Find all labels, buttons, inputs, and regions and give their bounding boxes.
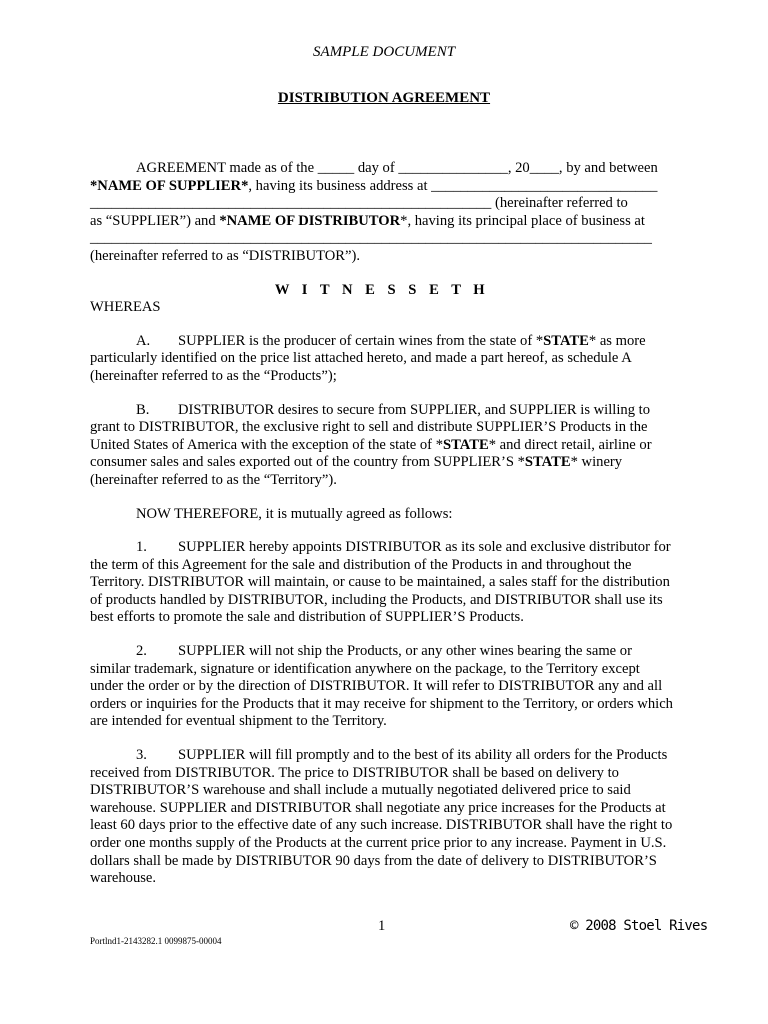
recital-b-text-1: DISTRIBUTOR desires to secure from SUPPLIER, and SUPPLIER is willing to grant to DISTRIBUTOR, the exclusive right to sell and distribute SUPPLIER’S Products in the United States of America with the exception of the state of * (90, 401, 650, 453)
recital-b (90, 402, 674, 490)
clause-number: 1. (136, 539, 147, 556)
intro-paragraph (90, 160, 674, 266)
copyright-notice: © 2008 Stoel Rives (570, 918, 708, 934)
clause-number: 2. (136, 643, 147, 660)
state-placeholder: STATE (524, 454, 571, 471)
page-number: 1 (378, 918, 386, 934)
recital-b-label: B. (136, 401, 150, 418)
state-placeholder: STATE (443, 436, 489, 453)
document-title-text: DISTRIBUTION AGREEMENT (277, 90, 491, 106)
clause-text: SUPPLIER will fill promptly and to the best of its ability all orders for the Products received from DISTRIBUTOR. The price to DISTRIBUTOR shall be based on delivery to DISTRIBUTOR’S warehouse and shall include a mutually negotiated delivered price to said warehouse. SUPPLIER and DISTRIBUTOR shall negotiate any price increases for the Products at least 60 days prior to the effective date of any such increase. DISTRIBUTOR shall have the right to order one months supply of the Products at the current price prior to any increase. Payment in U.S. dollars shall be made by DISTRIBUTOR 90 days from the date of delivery to DISTRIBUTOR’S warehouse. (90, 747, 673, 887)
distributor-name-placeholder: *NAME OF DISTRIBUTOR (219, 212, 401, 229)
document-body (90, 160, 674, 904)
clause-text: SUPPLIER hereby appoints DISTRIBUTOR as its sole and exclusive distributor for the term of this Agreement for the sale and distribution of the Products in and throughout the Territory. DISTRIBUTOR will maintain, or cause to be maintained, a sales staff for the distribution of products handled by DISTRIBUTOR, including the Products, and DISTRIBUTOR shall use its best efforts to promote the sale and distribution of SUPPLIER’S Products. (90, 539, 671, 626)
state-placeholder: STATE (543, 332, 589, 349)
recital-a-text-post: * as more particularly identified on the price list attached hereto, and made a part hereof, as schedule A (hereinafter referred to as the “Products”); (90, 332, 646, 384)
intro-line-4-rest: *, having its principal place of business at (400, 212, 645, 229)
clause-2 (90, 643, 674, 731)
clause-number: 3. (136, 747, 147, 764)
recital-b-text-2: * and direct retail, airline or consumer sales and sales exported out of the country from SUPPLIER’S * (90, 436, 652, 471)
document-id: Portlnd1-2143282.1 0099875-00004 (90, 936, 222, 946)
intro-line-1 (90, 160, 674, 178)
document-title (0, 90, 768, 107)
witnesseth-heading: W I T N E S S E T H (274, 281, 490, 298)
intro-line-4-pre: as “SUPPLIER”) and (90, 212, 220, 229)
intro-line-6: (hereinafter referred to as “DISTRIBUTOR”). (90, 247, 361, 264)
clause-3 (90, 747, 674, 888)
intro-line-3: _______________________________________________________ (hereinafter referred to (90, 195, 628, 212)
clause-1 (90, 539, 674, 627)
now-therefore-text: NOW THEREFORE, it is mutually agreed as follows: (136, 505, 453, 522)
intro-line-2-text: , having its business address at _______________________________ (248, 177, 658, 194)
supplier-name-placeholder: *NAME OF SUPPLIER* (90, 177, 249, 194)
clause-text: SUPPLIER will not ship the Products, or any other wines bearing the same or similar trademark, signature or identification anywhere on the package, to the Territory except under the order or by the direction of DISTRIBUTOR. It will refer to DISTRIBUTOR any and all orders or inquiries for the Products that it may receive for shipment to the Territory, or orders which are intended for eventual shipment to the Territory. (90, 643, 673, 730)
whereas-label: WHEREAS (90, 299, 161, 316)
intro-line-5: _____________________________________________________________________________ (90, 230, 652, 247)
now-therefore-paragraph (90, 506, 674, 524)
recital-a-text-pre: SUPPLIER is the producer of certain wines from the state of * (178, 332, 544, 349)
recital-a (90, 333, 674, 386)
recital-b-text-3: * winery (hereinafter referred to as the “Territory”). (90, 454, 623, 488)
intro-line-2 (90, 178, 674, 196)
intro-line-4 (90, 213, 674, 231)
sample-document-label: SAMPLE DOCUMENT (312, 44, 456, 60)
intro-line-1-text: AGREEMENT made as of the _____ day of _______________, 20____, by and between (136, 160, 658, 176)
recital-a-label: A. (136, 332, 151, 349)
